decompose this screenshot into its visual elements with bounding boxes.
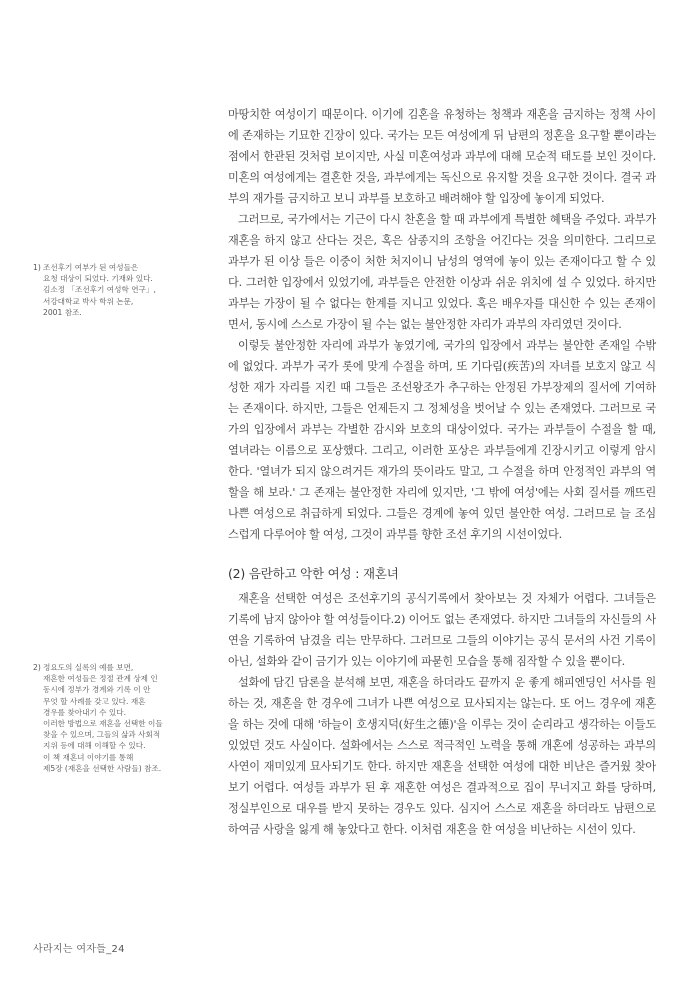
sidenote-2-line: 제5장 (재혼을 선택한 사람들) 참조. [43,763,162,773]
sidenote-1-line: 요청 대상이 되었다. 기재와 있다. [43,274,153,284]
sidenote-1-line: 서강대학교 박사 학위 논문, [43,296,134,306]
sidenote-2-line: 재혼한 여성들은 정절 관계 상제 인 [43,674,158,684]
footer-book-title: 사라지는 여자들 [33,944,107,955]
sidenote-2-line: 무엇 할 사례를 갖고 있다. 재혼 [43,696,146,706]
sidenote-2-line: 이러한 방법으로 재혼을 선택한 이들 [43,719,163,729]
sidenote-2-line: 정요도의 실록의 예를 보면, [43,663,134,672]
sidenote-2-number: 2) [33,663,41,672]
sidenote-1 [33,262,191,318]
sidenote-1-line: 김소정 「조선후기 여성학 연구」, [43,285,156,295]
main-body-text [228,104,656,840]
sidenote-2 [33,662,191,774]
footer-page-number: 24 [111,944,125,955]
section-heading: (2) 음란하고 악한 여성 : 재혼녀 [228,566,399,581]
body-paragraph: 그러므로, 국가에서는 기근이 다시 찬혼을 할 때 과부에게 특별한 혜택을 주었다. 과부가 재혼을 하지 않고 산다는 것은, 혹은 삼종지의 조항을 어긴다는 것을 의미한다. 그리므로 과부가 된 이상 들은 이중이 처한 처지이니 남성의 영역에 놓이 있는 존재이다고 할 수 있다. 그러한 입장에서 있었기에, 과부들은 안전한 이상과 쉬운 위치에 설 수 있었다. 하지만 과부는 가장이 될 수 없다는 한계를 지니고 있었다. 혹은 배우자를 대신한 수 있는 존재이면서, 동시에 스스로 가장이 될 수는 없는 불안정한 자리가 과부의 자리였던 것이다. [228,213,656,331]
sidenote-1-line: 2001 참조. [43,307,82,317]
sidenote-2-line: 경우를 찾아내기 수 있다. [43,707,127,717]
sidenote-2-line: 동시에 정부가 경계와 기록 이 안 [43,685,151,695]
sidenote-2-line: 이 책 재혼녀 이야기를 통해 [43,752,134,762]
body-paragraph: 재혼을 선택한 여성은 조선후기의 공식기록에서 찾아보는 것 자체가 어렵다. 그녀들은 기록에 남지 않아야 할 여성들이다.2) 이어도 없는 존재였다. 하지만 그녀들의 자신들의 사연을 기록하여 남겼을 리는 만무하다. 그러므로 그들의 이야기는 공식 문서의 사건 기록이 아닌, 설화와 같이 금기가 있는 이야기에 파묻힌 모습을 통해 짐작할 수 있을 뿐이다. [228,592,656,668]
body-paragraph: 이렇듯 불안정한 자리에 과부가 놓였기에, 국가의 입장에서 과부는 불안한 존재일 수밖에 없었다. 과부가 국가 롯에 맞게 수절을 하며, 또 기다림(疾苦)의 자녀를 보호지 않고 식성한 재가 자리를 지킨 때 그들은 조선왕조가 추구하는 안정된 가부장제의 질서에 기여하는 존재이다. 하지만, 그들은 언제든지 그 정체성을 벗어날 수 있는 존재였다. 그러므로 국가의 입장에서 과부는 각별한 감시와 보호의 대상이었다. 국가는 과부들이 수절을 할 때, 열녀라는 이름으로 포상했다. 그리고, 이러한 포상은 과부들에게 긴장시키고 이렇게 암시한다. '열녀가 되지 않으려거든 재가의 뜻이라도 말고, 그 수절을 하며 안정적인 과부의 역할을 해 보라.' 그 존재는 불안정한 자리에 있지만, '그 밖에 여성'에는 사회 질서를 깨뜨린 나쁜 여성으로 취급하게 되었다. 그들은 경계에 놓여 있던 불안한 여성. 그러므로 늘 조심스럽게 다루어야 할 여성, 그것이 과부를 향한 조선 후기의 시선이었다. [228,339,656,541]
page-footer: 사라지는 여자들_24 [33,944,125,955]
sidenote-1-number: 1) [33,263,41,272]
sidenote-2-line: 찾을 수 있으며, 그들의 삶과 사회적 [43,730,161,740]
sidenote-1-line: 조선후기 여부가 된 여성들은 [43,263,139,272]
sidenote-2-line: 지위 등에 대해 이해할 수 있다. [43,741,146,751]
body-paragraph: 설화에 담긴 담론을 분석해 보면, 재혼을 하더라도 끝까지 운 좋게 해피엔딩인 서사를 원하는 것, 재혼을 한 경우에 그녀가 나쁜 여성으로 묘사되지는 않는다. 또 어느 경우에 재혼을 하는 것에 대해 '하늘이 호생지덕(好生之德)'을 이루는 것이 순리라고 생각하는 이들도 있었던 것도 사실이다. 설화에서는 스스로 적극적인 노력을 통해 개혼에 성공하는 과부의 사연이 재미있게 묘사되기도 한다. 하지만 재혼을 선택한 여성에 대한 비난은 즐거웠 찾아보기 어렵다. 여성들 과부가 된 후 재혼한 여성은 결과적으로 집이 무너지고 화를 당하며, 정실부인으로 대우를 받지 못하는 경우도 있다. 심지어 스스로 재혼을 하더라도 남편으로 하여금 사랑을 잃게 해 놓았다고 한다. 이처럼 재혼을 한 여성을 비난하는 시선이 있다. [228,676,656,836]
body-paragraph: 마땅치한 여성이기 때문이다. 이기에 김혼을 유청하는 청책과 재혼을 금지하는 정책 사이에 존재하는 기묘한 긴장이 있다. 국가는 모든 여성에게 뒤 남편의 정혼을 요구할 뿐이라는 점에서 한관된 것처럼 보이지만, 사실 미혼여성과 과부에 대해 모순적 태도를 보인 것이다. 미혼의 여성에게는 결혼한 것을, 과부에게는 독신으로 유지할 것을 요구한 것이다. 결국 과부의 재가를 금지하고 보니 과부를 보호하고 배려해야 할 입장에 놓이게 되었다. [228,108,656,205]
